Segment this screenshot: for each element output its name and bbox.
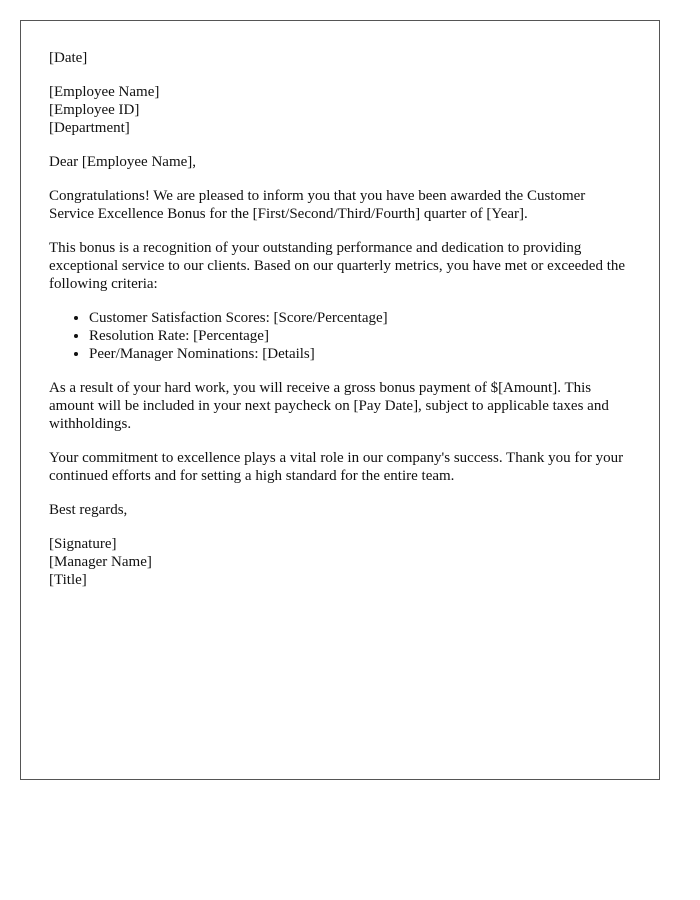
- letter-document: [20, 20, 660, 780]
- recipient-block: [49, 83, 631, 137]
- signature-block: [49, 535, 631, 589]
- criteria-item: • Resolution Rate: [Percentage]: [89, 327, 631, 345]
- recipient-department: [Department]: [49, 120, 130, 136]
- letter-date: [Date]: [49, 50, 88, 66]
- paragraph-congratulations: Congratulations! We are pleased to inform you that you have been awarded the Customer Service Excellence Bonus for the [First/Second/Third/Fourth] quarter of [Year].: [49, 188, 586, 222]
- manager-name: [Manager Name]: [49, 554, 152, 570]
- paragraph-recognition: This bonus is a recognition of your outstanding performance and dedication to providing exceptional service to our clients. Based on our quarterly metrics, you have met or exceeded the following criteria:: [49, 240, 626, 292]
- criteria-list: [49, 309, 631, 363]
- manager-title: [Title]: [49, 572, 87, 588]
- paragraph-payment: As a result of your hard work, you will receive a gross bonus payment of $[Amount]. This amount will be included in your next paycheck on [Pay Date], subject to applicable taxes and withholdings.: [49, 380, 609, 432]
- recipient-id: [Employee ID]: [49, 102, 140, 118]
- criteria-item: • Peer/Manager Nominations: [Details]: [89, 345, 631, 363]
- salutation: Dear [Employee Name],: [49, 154, 197, 170]
- criteria-item: • Customer Satisfaction Scores: [Score/Percentage]: [89, 309, 631, 327]
- signoff: Best regards,: [49, 502, 128, 518]
- recipient-name: [Employee Name]: [49, 84, 160, 100]
- paragraph-thanks: Your commitment to excellence plays a vital role in our company's success. Thank you for your continued efforts and for setting a high standard for the entire team.: [49, 450, 624, 484]
- signature-placeholder: [Signature]: [49, 536, 117, 552]
